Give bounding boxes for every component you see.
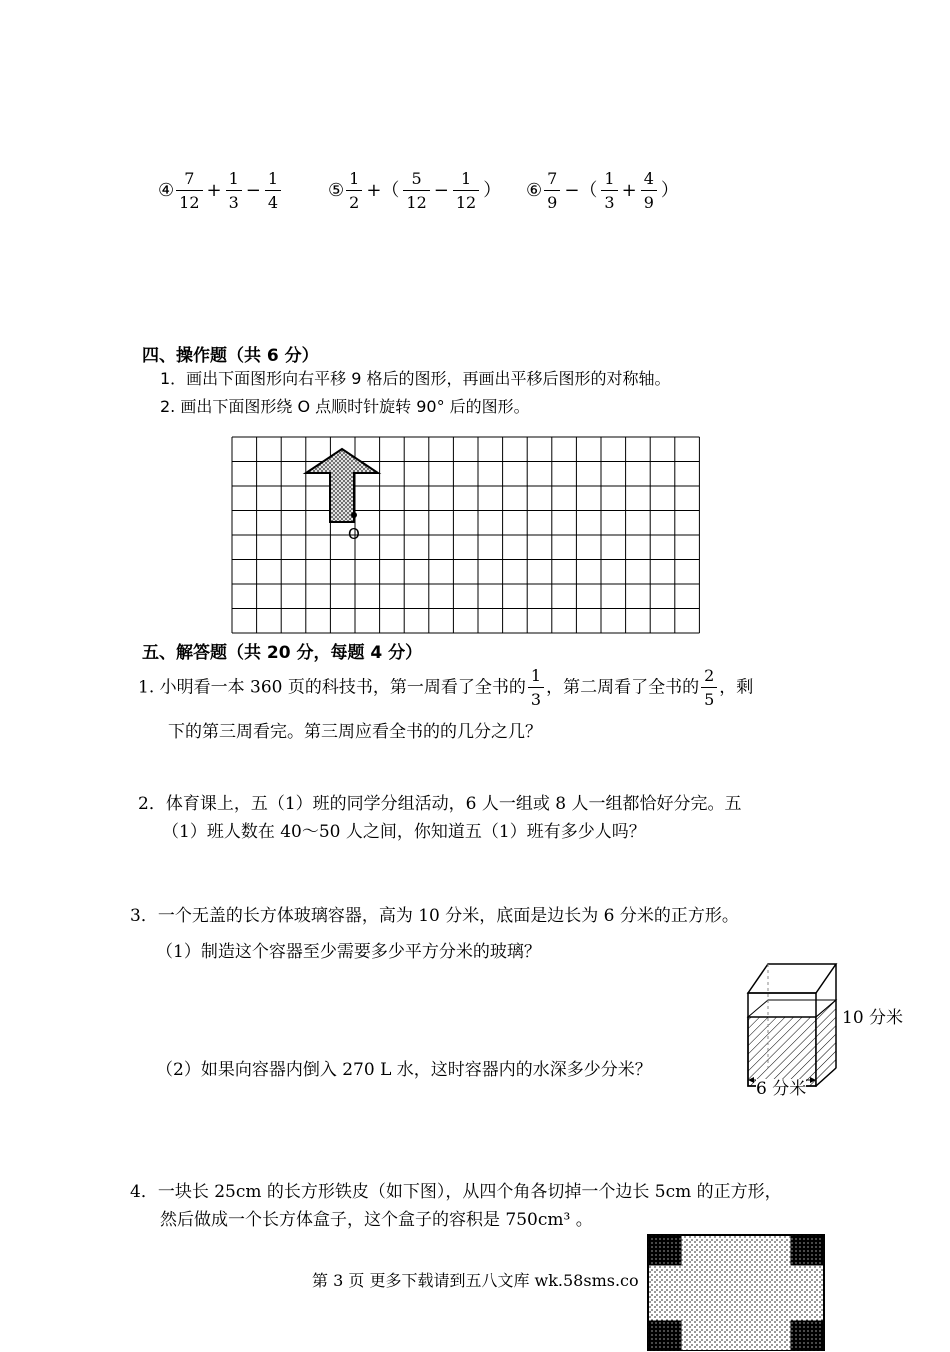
fraction: $\frac{7}{9}$ — [544, 171, 560, 211]
section-5-question-2: 2．体育课上，五（1）班的同学分组活动，6 人一组或 8 人一组都恰好分完。五 — [138, 794, 742, 814]
grid-lines — [232, 437, 699, 633]
fraction: $\frac{1}{2}$ — [346, 171, 362, 211]
section-4-question-2: 2. 画出下面图形绕 O 点顺时针旋转 90° 后的图形。 — [160, 397, 530, 416]
water-front — [748, 1017, 816, 1086]
section-5-question-1-line-2: 下的第三周看完。第三周应看全书的的几分之几？ — [168, 722, 542, 742]
fraction: $\frac{1}{4}$ — [265, 171, 281, 211]
fraction: $\frac{1}{3}$ — [601, 171, 617, 211]
box-top — [748, 964, 836, 993]
section-5-question-1: 1. 小明看一本 360 页的科技书，第一周看了全书的 $\frac{1}{3}$ ，第二周看了全书的 $\frac{2}{5}$ ，剩 — [138, 666, 754, 709]
corner-square — [648, 1321, 681, 1351]
box-height-label: 10 分米 — [842, 1008, 904, 1028]
section-5-question-3: 3．一个无盖的长方体玻璃容器，高为 10 分米，底面是边长为 6 分米的正方形。 — [130, 906, 739, 926]
fraction: $\frac{1}{3}$ — [226, 171, 242, 211]
section-5-question-4-line-2: 然后做成一个长方体盒子，这个盒子的容积是 750cm³ 。 — [160, 1210, 593, 1230]
page-footer: 第 3 页 更多下载请到五八文库 wk.58sms.co — [312, 1271, 639, 1290]
fraction: $\frac{7}{12}$ — [176, 171, 202, 211]
water-side — [816, 1000, 836, 1086]
fraction: $\frac{2}{5}$ — [701, 668, 717, 708]
point-o-label: O — [348, 525, 360, 543]
exercise-number: ⑤ — [328, 180, 345, 201]
exercise-5: ⑤ $\frac{1}{2}$ +（ $\frac{5}{12}$ − $\frac{1}{12}$ ） — [328, 169, 502, 212]
section-5-title: 五、解答题（共 20 分，每题 4 分） — [142, 643, 423, 663]
section-4-title: 四、操作题（共 6 分） — [142, 346, 319, 366]
rotation-point — [351, 512, 357, 518]
corner-square — [648, 1235, 681, 1265]
exercise-number: ④ — [158, 180, 175, 201]
grid-figure — [230, 435, 705, 640]
fraction: $\frac{1}{3}$ — [528, 668, 544, 708]
fraction: $\frac{4}{9}$ — [641, 171, 657, 211]
fraction: $\frac{5}{12}$ — [403, 171, 429, 211]
section-4-question-1: 1．画出下面图形向右平移 9 格后的图形，再画出平移后图形的对称轴。 — [160, 369, 671, 388]
corner-square — [791, 1321, 824, 1351]
fraction: $\frac{1}{12}$ — [453, 171, 479, 211]
section-5-question-2-line-2: （1）班人数在 40～50 人之间，你知道五（1）班有多少人吗？ — [162, 822, 646, 842]
exercise-6: ⑥ $\frac{7}{9}$ −（ $\frac{1}{3}$ + $\frac{4}{9}$ ） — [526, 169, 679, 212]
section-5-question-4: 4．一块长 25cm 的长方形铁皮（如下图），从四个角各切掉一个边长 5cm 的正方形， — [130, 1182, 782, 1202]
section-5-question-3-sub-1: （1）制造这个容器至少需要多少平方分米的玻璃？ — [156, 942, 541, 962]
section-5-question-3-sub-2: （2）如果向容器内倒入 270 L 水，这时容器内的水深多少分米？ — [156, 1060, 652, 1080]
tin-sheet-figure — [646, 1233, 826, 1351]
exercise-4: ④ $\frac{7}{12}$ + $\frac{1}{3}$ − $\frac{1}{4}$ — [158, 171, 283, 211]
corner-square — [791, 1235, 824, 1265]
exercise-number: ⑥ — [526, 180, 543, 201]
box-width-label: 6 分米 — [756, 1079, 807, 1099]
